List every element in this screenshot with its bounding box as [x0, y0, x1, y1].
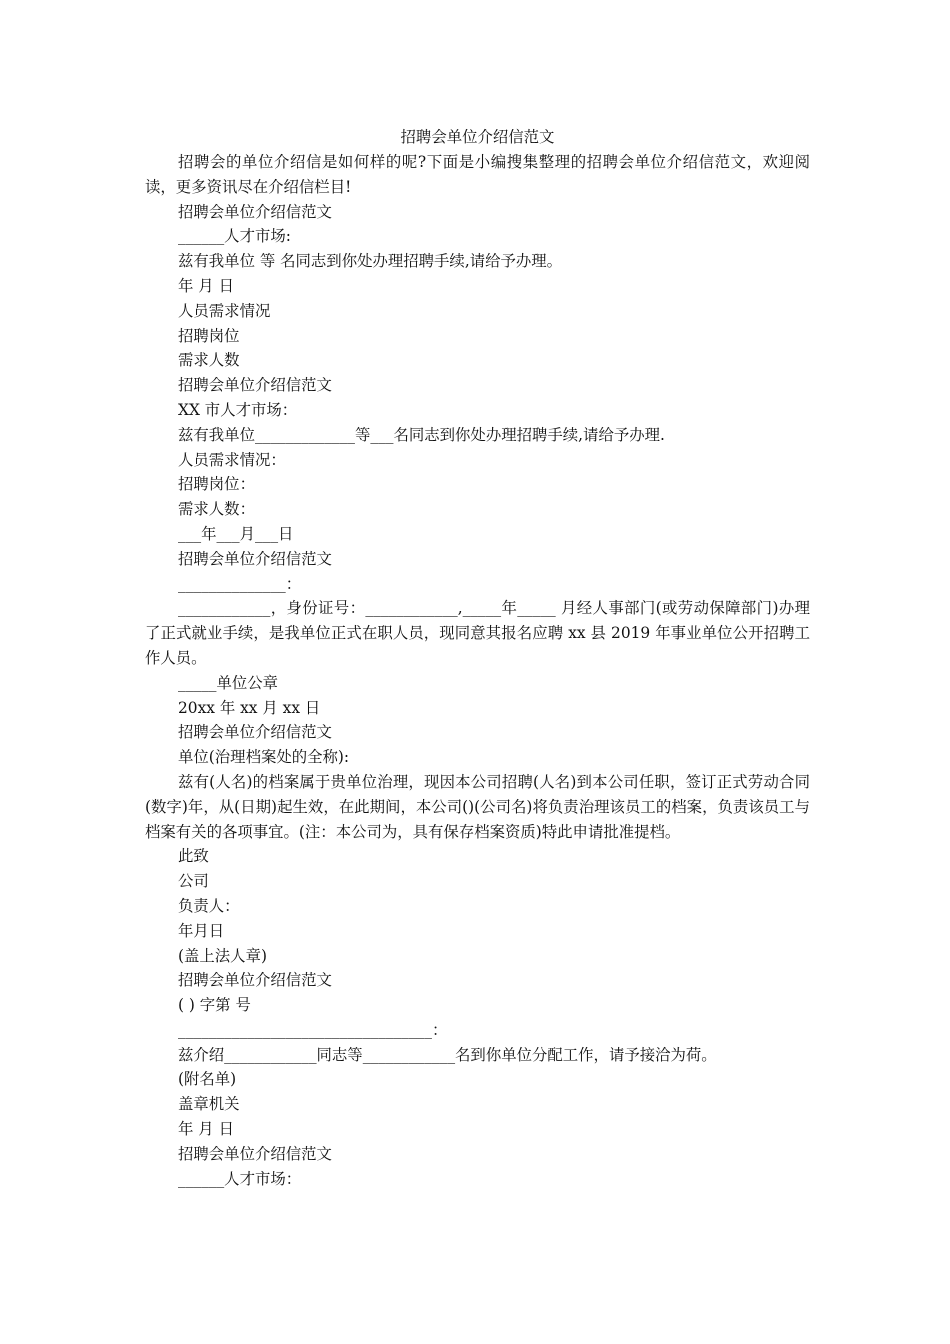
body-line: 兹介绍____________同志等____________名到你单位分配工作，请予接洽为荷。	[178, 1045, 717, 1064]
section-heading-1: 招聘会单位介绍信范文	[178, 202, 332, 221]
body-line: 公司	[178, 872, 209, 891]
body-paragraph: 兹有(人名)的档案属于贵单位治理，现因本公司招聘(人名)到本公司任职，签订正式劳动合同(数字)年，从(日期)起生效，在此期间，本公司()(公司名)将负责治理该员工的档案，负责该员工与档案有关的各项事宜。(注：本公司为，具有保存档案资质)特此申请批准提档。	[145, 772, 810, 841]
body-line: 需求人数：	[178, 500, 255, 519]
body-line: 招聘岗位：	[178, 475, 255, 494]
date-line: 年月日	[178, 921, 225, 940]
body-line: ( ) 字第 号	[178, 996, 251, 1015]
section-heading-6: 招聘会单位介绍信范文	[178, 1144, 332, 1163]
date-line: 年 月 日	[178, 276, 234, 295]
section-heading-4: 招聘会单位介绍信范文	[178, 723, 332, 742]
date-line: 20xx 年 xx 月 xx 日	[178, 698, 321, 717]
section-heading-3: 招聘会单位介绍信范文	[178, 549, 332, 568]
date-line: ___年___月___日	[178, 524, 294, 543]
section-heading-5: 招聘会单位介绍信范文	[178, 971, 332, 990]
seal-line: _____单位公章	[178, 673, 279, 692]
body-line: 盖章机关	[178, 1095, 240, 1114]
date-line: 年 月 日	[178, 1120, 234, 1139]
body-line: 负责人：	[178, 896, 240, 915]
addressee-line: ______人才市场:	[178, 227, 291, 246]
addressee-line: 单位(治理档案处的全称):	[178, 748, 350, 767]
body-line: (盖上法人章)	[178, 946, 267, 965]
addressee-line: ______________：	[178, 574, 302, 593]
addressee-line: XX 市人才市场：	[178, 400, 298, 419]
body-line: 此致	[178, 847, 209, 866]
body-line: 兹有我单位_____________等___名同志到你处办理招聘手续,请给予办理.	[178, 425, 665, 444]
body-line: 人员需求情况	[178, 301, 271, 320]
document-title: 招聘会单位介绍信范文	[400, 128, 555, 146]
body-line: 兹有我单位 等 名同志到你处办理招聘手续,请给予办理。	[178, 252, 563, 271]
document-page	[145, 124, 810, 1191]
body-line: (附名单)	[178, 1070, 237, 1089]
addressee-line: ______人才市场：	[178, 1169, 302, 1188]
body-paragraph: ____________，身份证号：____________,_____年_____ 月经人事部门(或劳动保障部门)办理了正式就业手续，是我单位正式在职人员，现同意其报名应聘 xx 县 2019 年事业单位公开招聘工作人员。	[145, 599, 810, 667]
body-line: 人员需求情况：	[178, 450, 286, 469]
intro-paragraph: 招聘会的单位介绍信是如何样的呢?下面是小编搜集整理的招聘会单位介绍信范文，欢迎阅读，更多资讯尽在介绍信栏目!	[145, 153, 810, 196]
section-heading-2: 招聘会单位介绍信范文	[178, 376, 332, 395]
body-line: 需求人数	[178, 351, 240, 370]
body-line: 招聘岗位	[178, 326, 240, 345]
addressee-line: _________________________________：	[178, 1020, 448, 1039]
